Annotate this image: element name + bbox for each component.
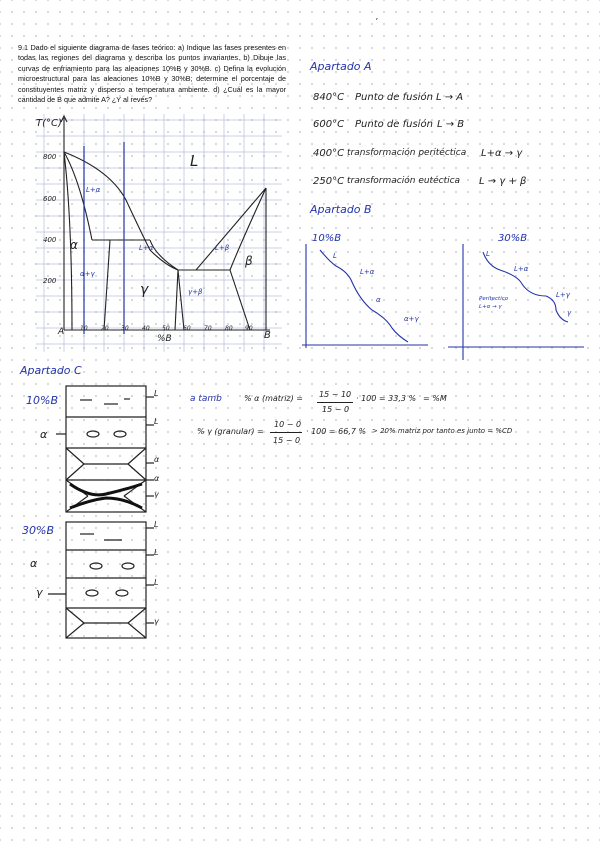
- eq2-denominator: 15 − 0: [273, 436, 301, 445]
- alloy2-phase: γ: [154, 617, 159, 626]
- diagram-xtick: 20: [101, 325, 109, 332]
- alloy1-phase: L: [154, 417, 159, 426]
- eq1-note: = %M: [423, 394, 447, 403]
- alloy1-label: 10%B: [26, 394, 58, 407]
- diagram-xtick: 90: [245, 325, 253, 332]
- curve2-phase: L: [486, 250, 490, 258]
- a-line-reaction: L+α → γ: [481, 148, 523, 159]
- eq1-result: · 100 = 33,3 %: [356, 394, 417, 403]
- alloy1-phase: L: [154, 389, 159, 398]
- eq1-fraction-bar: [317, 402, 353, 403]
- eq2-result: · 100 = 66,7 %: [306, 427, 367, 436]
- eq2-fraction-bar: [270, 432, 302, 433]
- curve1-phase: L+α: [360, 268, 375, 276]
- diagram-xtick: 80: [225, 325, 233, 332]
- curve2-phase: γ: [567, 309, 572, 317]
- header-mark: ,: [376, 12, 379, 21]
- region-beta: β: [245, 254, 253, 268]
- region-alpha-gamma: α+γ: [80, 270, 95, 278]
- apartado-b-title: Apartado B: [310, 203, 372, 216]
- eq2-note: > 20% matriz por tanto es junto = %CD: [372, 427, 513, 435]
- alloy2-side-top: α: [30, 557, 38, 570]
- curve1-phase: L: [333, 252, 337, 260]
- alloy1-side-label: α: [40, 428, 48, 441]
- diagram-left-end: A: [58, 327, 65, 337]
- a-line-desc: transformación eutéctica: [347, 176, 461, 186]
- alloy1-phase: α: [154, 474, 160, 483]
- curve1-phase: α+γ: [404, 315, 419, 323]
- a-line-desc: Punto de fusión: [355, 119, 433, 130]
- curve2-label: 30%B: [498, 233, 528, 244]
- a-line-temp: 600°C: [313, 119, 345, 130]
- region-gamma: γ: [140, 282, 149, 298]
- a-line-temp: 400°C: [313, 148, 345, 159]
- a-line-temp: 840°C: [313, 92, 345, 103]
- alloy2-phase: L: [154, 548, 159, 557]
- alloy1-phase: γ: [154, 490, 159, 499]
- region-l-alpha-2: L+α: [139, 244, 154, 252]
- region-liquid: L: [190, 152, 199, 170]
- diagram-xtick: 50: [162, 325, 170, 332]
- problem-statement: 9.1 Dado el siguiente diagrama de fases teórico: a) Indique las fases presentes en todas las regiones del diagrama y describa los puntos invariantes. b) Dibuje las curvas de enfriamiento para las aleaciones 10%B y 30%B. c) Defina la evolución microestructural para las aleaciones 10%B y 30%B; determine el porcentaje de constituyentes matriz y disperso a temperatura ambiente. d) ¿Cuál es la mayor cantidad de B que admite A? ¿Y al revés?: [18, 43, 286, 105]
- diagram-ytick: 200: [43, 277, 57, 285]
- alloy2-label: 30%B: [22, 524, 54, 537]
- eq1-numerator: 15 − 10: [319, 390, 352, 399]
- eq2-left: % γ (granular) =: [197, 427, 264, 436]
- eq1-denominator: 15 − 0: [322, 405, 350, 414]
- diagram-ytick: 600: [43, 195, 57, 203]
- region-l-alpha: L+α: [86, 186, 101, 194]
- apartado-c-title: Apartado C: [20, 364, 82, 377]
- diagram-ytick: 800: [43, 153, 57, 161]
- diagram-xtick: 30: [121, 325, 129, 332]
- curve2-phase: L+α: [514, 265, 529, 273]
- calc-label: a tamb: [190, 394, 222, 404]
- eq1-left: % α (matriz) =: [244, 394, 303, 403]
- a-line-reaction: L → A: [436, 92, 464, 103]
- alloy2-phase: L: [154, 578, 159, 587]
- region-alpha: α: [70, 238, 78, 252]
- a-line-desc: Punto de fusión: [355, 92, 433, 103]
- a-line-temp: 250°C: [313, 176, 345, 187]
- diagram-xtick: 70: [204, 325, 212, 332]
- curve1-phase: α: [376, 296, 381, 304]
- diagram-xtick: 40: [142, 325, 150, 332]
- curve2-phase: Peritectico L+α → γ: [479, 296, 509, 310]
- apartado-a-title: Apartado A: [310, 60, 372, 73]
- alloy2-phase: L: [154, 520, 159, 529]
- diagram-ytick: 400: [43, 236, 57, 244]
- alloy2-side-bottom: γ: [36, 586, 43, 599]
- a-line-desc: transformación peritéctica: [347, 148, 467, 158]
- region-l-beta: L+β: [215, 244, 230, 252]
- curve2-phase: L+γ: [556, 291, 570, 299]
- diagram-xtick: 60: [183, 325, 191, 332]
- diagram-xtick: 10: [80, 325, 88, 332]
- curve1-label: 10%B: [312, 233, 342, 244]
- diagram-right-end: B: [264, 330, 271, 341]
- region-gamma-beta: γ+β: [188, 288, 203, 296]
- a-line-reaction: L → B: [437, 119, 465, 130]
- eq2-numerator: 10 − 0: [274, 420, 302, 429]
- alloy1-phase: α: [154, 455, 160, 464]
- a-line-reaction: L → γ + β: [479, 176, 527, 187]
- diagram-yaxis-label: T(°C): [36, 118, 62, 129]
- diagram-xaxis-label: %B: [157, 334, 172, 344]
